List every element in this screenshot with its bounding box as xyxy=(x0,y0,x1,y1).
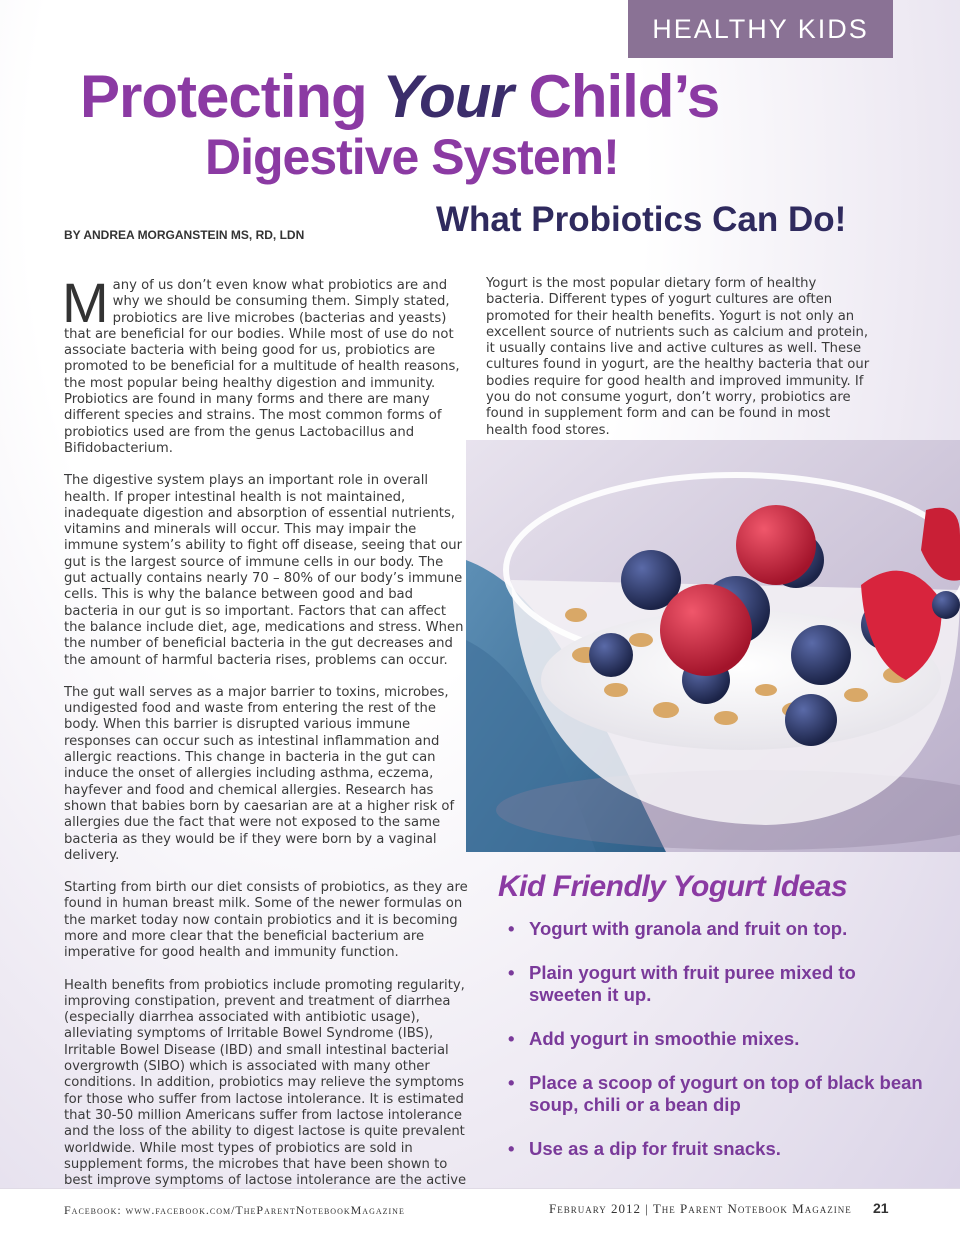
idea-item: • Add yogurt in smoothie mixes. xyxy=(508,1028,928,1050)
idea-item: • Yogurt with granola and fruit on top. xyxy=(508,918,928,940)
paragraph-1 xyxy=(62,271,468,457)
yogurt-bowl-illustration xyxy=(466,440,960,852)
headline-part2: Child’s xyxy=(512,63,720,130)
page-number: 21 xyxy=(873,1200,889,1216)
paragraph-4: Starting from birth our diet consists of probiotics, as they are found in human breast milk. Some of the newer formulas on the market today now contain probiotics and it is becoming more and more clear that the beneficial bacterium are imperative for good health and immunity function. xyxy=(64,880,468,961)
footer-issue: February 2012 | The Parent Notebook Magazine xyxy=(549,1201,852,1216)
footer-facebook: Facebook: www.facebook.com/TheParentNotebookMagazine xyxy=(64,1203,405,1217)
section-tab: HEALTHY KIDS xyxy=(628,0,893,58)
subtitle: What Probiotics Can Do! xyxy=(436,200,847,239)
drop-cap: M xyxy=(62,271,109,334)
paragraph-6: Yogurt is the most popular dietary form of healthy bacteria. Different types of yogurt cultures are often promoted for their health benefits. Yogurt is not only an excellent source of nutrients such as calcium and protein, it usually contains live and active cultures as well. These cultures found in yogurt, are the healthy bacteria that our bodies require for good health and improved immunity. If you do not consume yogurt, don’t worry, probiotics are found in supplement form and can be found in most health food stores. xyxy=(486,276,870,438)
headline-line1 xyxy=(80,62,960,131)
ideas-title: Kid Friendly Yogurt Ideas xyxy=(498,870,848,903)
idea-item: • Use as a dip for fruit snacks. xyxy=(508,1138,928,1160)
headline-part1: Protecting xyxy=(80,63,383,130)
paragraph-1-text: any of us don’t even know what probiotics are and why we should be consuming them. Simply stated, probiotics are live microbes (bacterias and yeasts) that are beneficial for our bodies. While most of use do not associate bacteria with being good for us, probiotics are promoted to be beneficial for a multitude of health reasons, the most popular being healthy digestion and immunity. Probiotics are found in many forms and there are many different species and strains. The most common forms of probiotics used are from the genus Lactobacillus and Bifidobacterium. xyxy=(64,278,460,456)
paragraph-2: The digestive system plays an important role in overall health. If proper intestinal health is not maintained, inadequate digestion and absorption of essential nutrients, vitamins and minerals will occur. This may impair the immune system’s ability to fight off disease, seeing that our gut is the largest source of immune cells in our body. The gut actually contains nearly 70 – 80% of our body’s immune cells. This is why the balance between good and bad bacteria in our gut is so important. Factors that can affect the balance include diet, age, medications and stress. When the number of beneficial bacteria in the gut decreases and the amount of harmful bacteria rises, problems can occur. xyxy=(64,473,464,668)
headline-emphasis: Your xyxy=(382,63,513,130)
byline: BY ANDREA MORGANSTEIN MS, RD, LDN xyxy=(64,228,305,242)
paragraph-5: Health benefits from probiotics include promoting regularity, improving constipation, prevent and treatment of diarrhea (especially diarrhea associated with antibiotic usage), alleviating symptoms of Irritable Bowel Syndrome (IBS), Irritable Bowel Disease (IBD) and small intestinal bacterial overgrowth (SIBO) which is associated with many other conditions. In addition, probiotics may relieve the symptoms for those who suffer from lactose intolerance. It is estimated that 30-50 million Americans suffer from lactose intolerance and the loss of the ability to digest lactose is quite prevalent worldwide. While most types of probiotics are sold in supplement forms, the microbes that have been shown to best improve symptoms of lactose intolerance are the active xyxy=(64,977,467,1189)
ideas-list xyxy=(508,918,928,1182)
page-footer xyxy=(0,1188,960,1246)
article-left-column xyxy=(62,271,468,1222)
yogurt-bowl-photo xyxy=(466,440,960,852)
paragraph-3: The gut wall serves as a major barrier to toxins, microbes, undigested food and waste from entering the rest of the body. When this barrier is disrupted various immune responses can occur such as intestinal inflammation and allergic reactions. This change in bacteria in the gut can induce the onset of allergies including asthma, eczema, hayfever and food and chemical allergies. Research has shown that babies born by caesarian are at a higher risk of allergies due the fact that were not exposed to the same bacteria as they would be if they were born by a vaginal delivery. xyxy=(64,684,455,863)
article-right-column xyxy=(486,276,876,455)
headline-line2: Digestive System! xyxy=(205,129,619,185)
idea-item: • Plain yogurt with fruit puree mixed to sweeten it up. xyxy=(508,962,928,1006)
idea-item: • Place a scoop of yogurt on top of black bean soup, chili or a bean dip xyxy=(508,1072,928,1116)
